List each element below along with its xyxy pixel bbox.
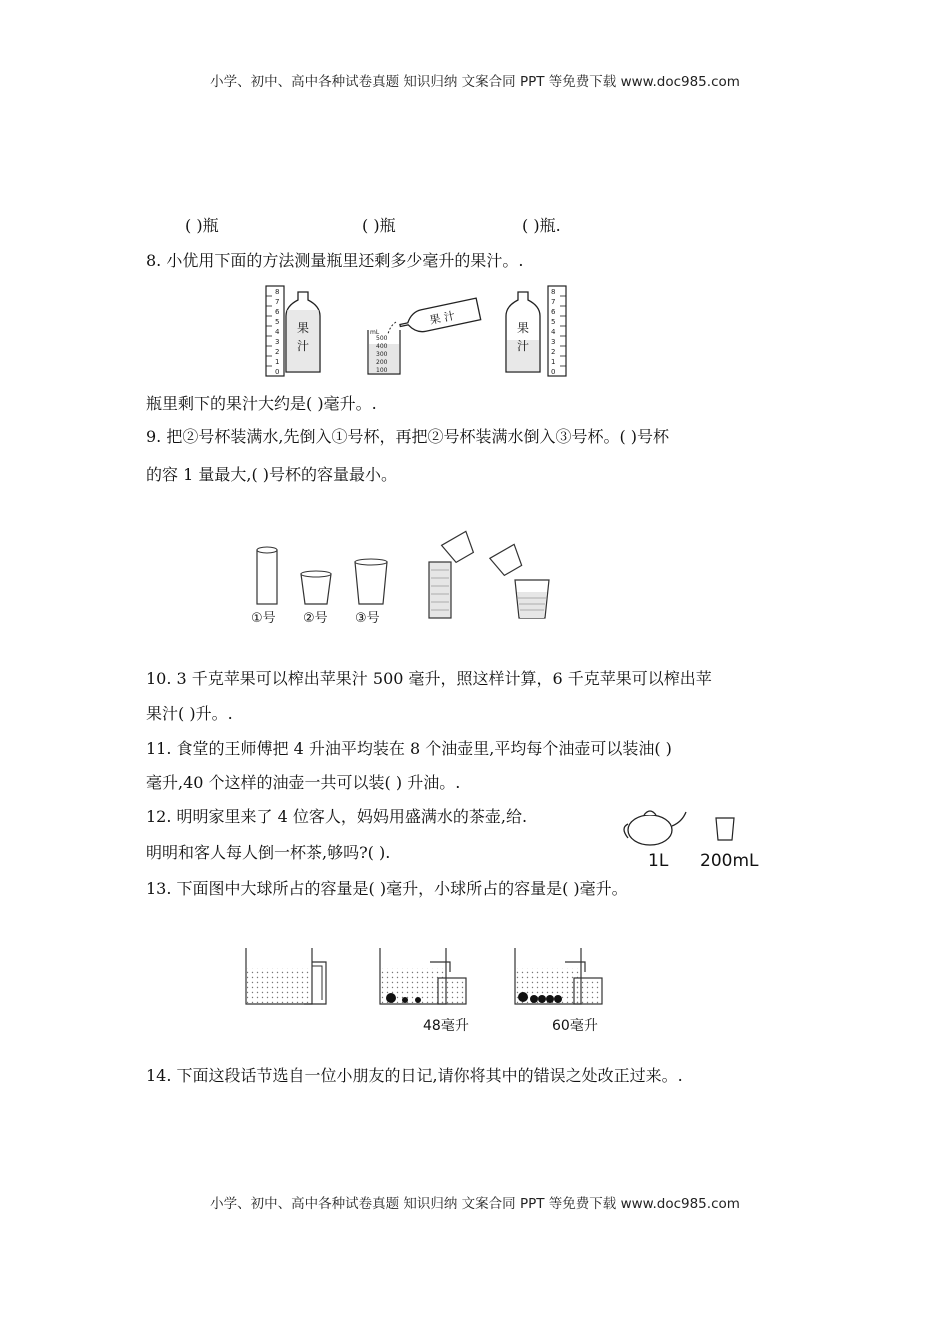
- q8-figure: [260, 282, 580, 382]
- q12-figure: [618, 800, 768, 872]
- q14-line: 14. 下面这段话节选自一位小朋友的日记,请你将其中的错误之处改正过来。.: [146, 1066, 683, 1085]
- ruler-right-mark: 2: [551, 348, 556, 356]
- cup-3-filled: [515, 580, 549, 618]
- q8-answer-line: 瓶里剩下的果汁大约是( )毫升。.: [146, 394, 377, 413]
- ruler-left-mark: 1: [275, 358, 280, 366]
- cup-label-2: ②号: [303, 611, 328, 626]
- ruler-right-mark: 5: [551, 318, 556, 326]
- small-ball: [554, 995, 562, 1003]
- q7-blank-3: ( )瓶.: [522, 216, 561, 235]
- q9-figure: [245, 530, 565, 635]
- ruler-left-mark: 8: [275, 288, 280, 296]
- bottle-pouring: [398, 298, 481, 336]
- q11-line-1: 11. 食堂的王师傅把 4 升油平均装在 8 个油壶里,平均每个油壶可以装油( ): [146, 739, 672, 758]
- cup-label: 200mL: [700, 851, 759, 871]
- ruler-right-mark: 8: [551, 288, 556, 296]
- teapot-icon: [624, 811, 686, 845]
- page-footer: 小学、初中、高中各种试卷真题 知识归纳 文案合同 PPT 等免费下载 www.doc985.com: [210, 1196, 740, 1212]
- bottle-full: [286, 292, 320, 372]
- ruler-right-mark: 7: [551, 298, 556, 306]
- q10-line-2: 果汁( )升。.: [146, 704, 233, 723]
- beaker-unit: mL: [370, 329, 380, 336]
- label-60: 60毫升: [552, 1018, 598, 1034]
- ruler-left-mark: 2: [275, 348, 280, 356]
- cup-1: [257, 547, 277, 604]
- q11-line-2: 毫升,40 个这样的油壶一共可以装( ) 升油。.: [146, 773, 461, 792]
- ruler-right-mark: 0: [551, 368, 556, 376]
- q7-blank-1: ( )瓶: [185, 216, 219, 235]
- big-ball: [518, 992, 528, 1002]
- ruler-right: [548, 286, 566, 376]
- beaker-mark: 500: [376, 335, 388, 342]
- ruler-right-mark: 1: [551, 358, 556, 366]
- cup-2-pouring-b: [490, 544, 525, 577]
- q8-question: 8. 小优用下面的方法测量瓶里还剩多少毫升的果汁。.: [146, 251, 524, 270]
- beaker-mark: 300: [376, 351, 388, 358]
- ruler-right-mark: 4: [551, 328, 556, 336]
- container-3: [515, 948, 602, 1004]
- bottle-label-1: 果: [517, 321, 530, 335]
- q10-line-1: 10. 3 千克苹果可以榨出苹果汁 500 毫升，照这样计算，6 千克苹果可以榨出苹: [146, 669, 712, 688]
- bottle-label-2: 汁: [297, 339, 310, 353]
- page-header: 小学、初中、高中各种试卷真题 知识归纳 文案合同 PPT 等免费下载 www.doc985.com: [210, 74, 740, 90]
- poured-label: 果 汁: [428, 309, 457, 328]
- ruler-left-mark: 7: [275, 298, 280, 306]
- q12-line-2: 明明和客人每人倒一杯茶,够吗?( ).: [146, 843, 391, 862]
- cup-2: [301, 571, 331, 604]
- small-ball: [546, 995, 554, 1003]
- q7-blank-2: ( )瓶: [362, 216, 396, 235]
- big-ball: [386, 993, 396, 1003]
- ruler-right-mark: 3: [551, 338, 556, 346]
- bottle-label-1: 果: [297, 321, 310, 335]
- label-48: 48毫升: [423, 1018, 469, 1034]
- bottle-partial: [506, 292, 540, 372]
- cup-label-1: ①号: [251, 611, 276, 626]
- ruler-left-mark: 4: [275, 328, 280, 336]
- cup-label-3: ③号: [355, 611, 380, 626]
- teapot-label: 1L: [648, 851, 669, 871]
- small-ball: [402, 997, 408, 1003]
- ruler-left: [266, 286, 284, 376]
- beaker-mark: 400: [376, 343, 388, 350]
- small-ball: [538, 995, 546, 1003]
- ruler-left-mark: 5: [275, 318, 280, 326]
- cup-icon: [716, 818, 734, 840]
- cup-3: [355, 559, 387, 604]
- beaker-mark: 200: [376, 359, 388, 366]
- q13-figure: [240, 940, 620, 1035]
- bottle-label-2: 汁: [517, 339, 530, 353]
- ruler-left-mark: 0: [275, 368, 280, 376]
- q9-line-1: 9. 把②号杯装满水,先倒入①号杯，再把②号杯装满水倒入③号杯。( )号杯: [146, 427, 670, 446]
- container-1: [246, 948, 326, 1004]
- small-ball: [415, 997, 421, 1003]
- q12-line-1: 12. 明明家里来了 4 位客人，妈妈用盛满水的茶壶,给.: [146, 807, 528, 826]
- q9-line-2: 的容 1 量最大,( )号杯的容量最小。: [146, 465, 398, 484]
- small-ball: [530, 995, 538, 1003]
- cup-2-pouring: [442, 531, 477, 564]
- q13-line: 13. 下面图中大球所占的容量是( )毫升，小球所占的容量是( )毫升。: [146, 879, 628, 898]
- beaker-mark: 100: [376, 367, 388, 374]
- beaker: [368, 329, 400, 374]
- ruler-left-mark: 6: [275, 308, 280, 316]
- cup-1-filled: [429, 562, 451, 618]
- ruler-right-mark: 6: [551, 308, 556, 316]
- ruler-left-mark: 3: [275, 338, 280, 346]
- container-2: [380, 948, 466, 1004]
